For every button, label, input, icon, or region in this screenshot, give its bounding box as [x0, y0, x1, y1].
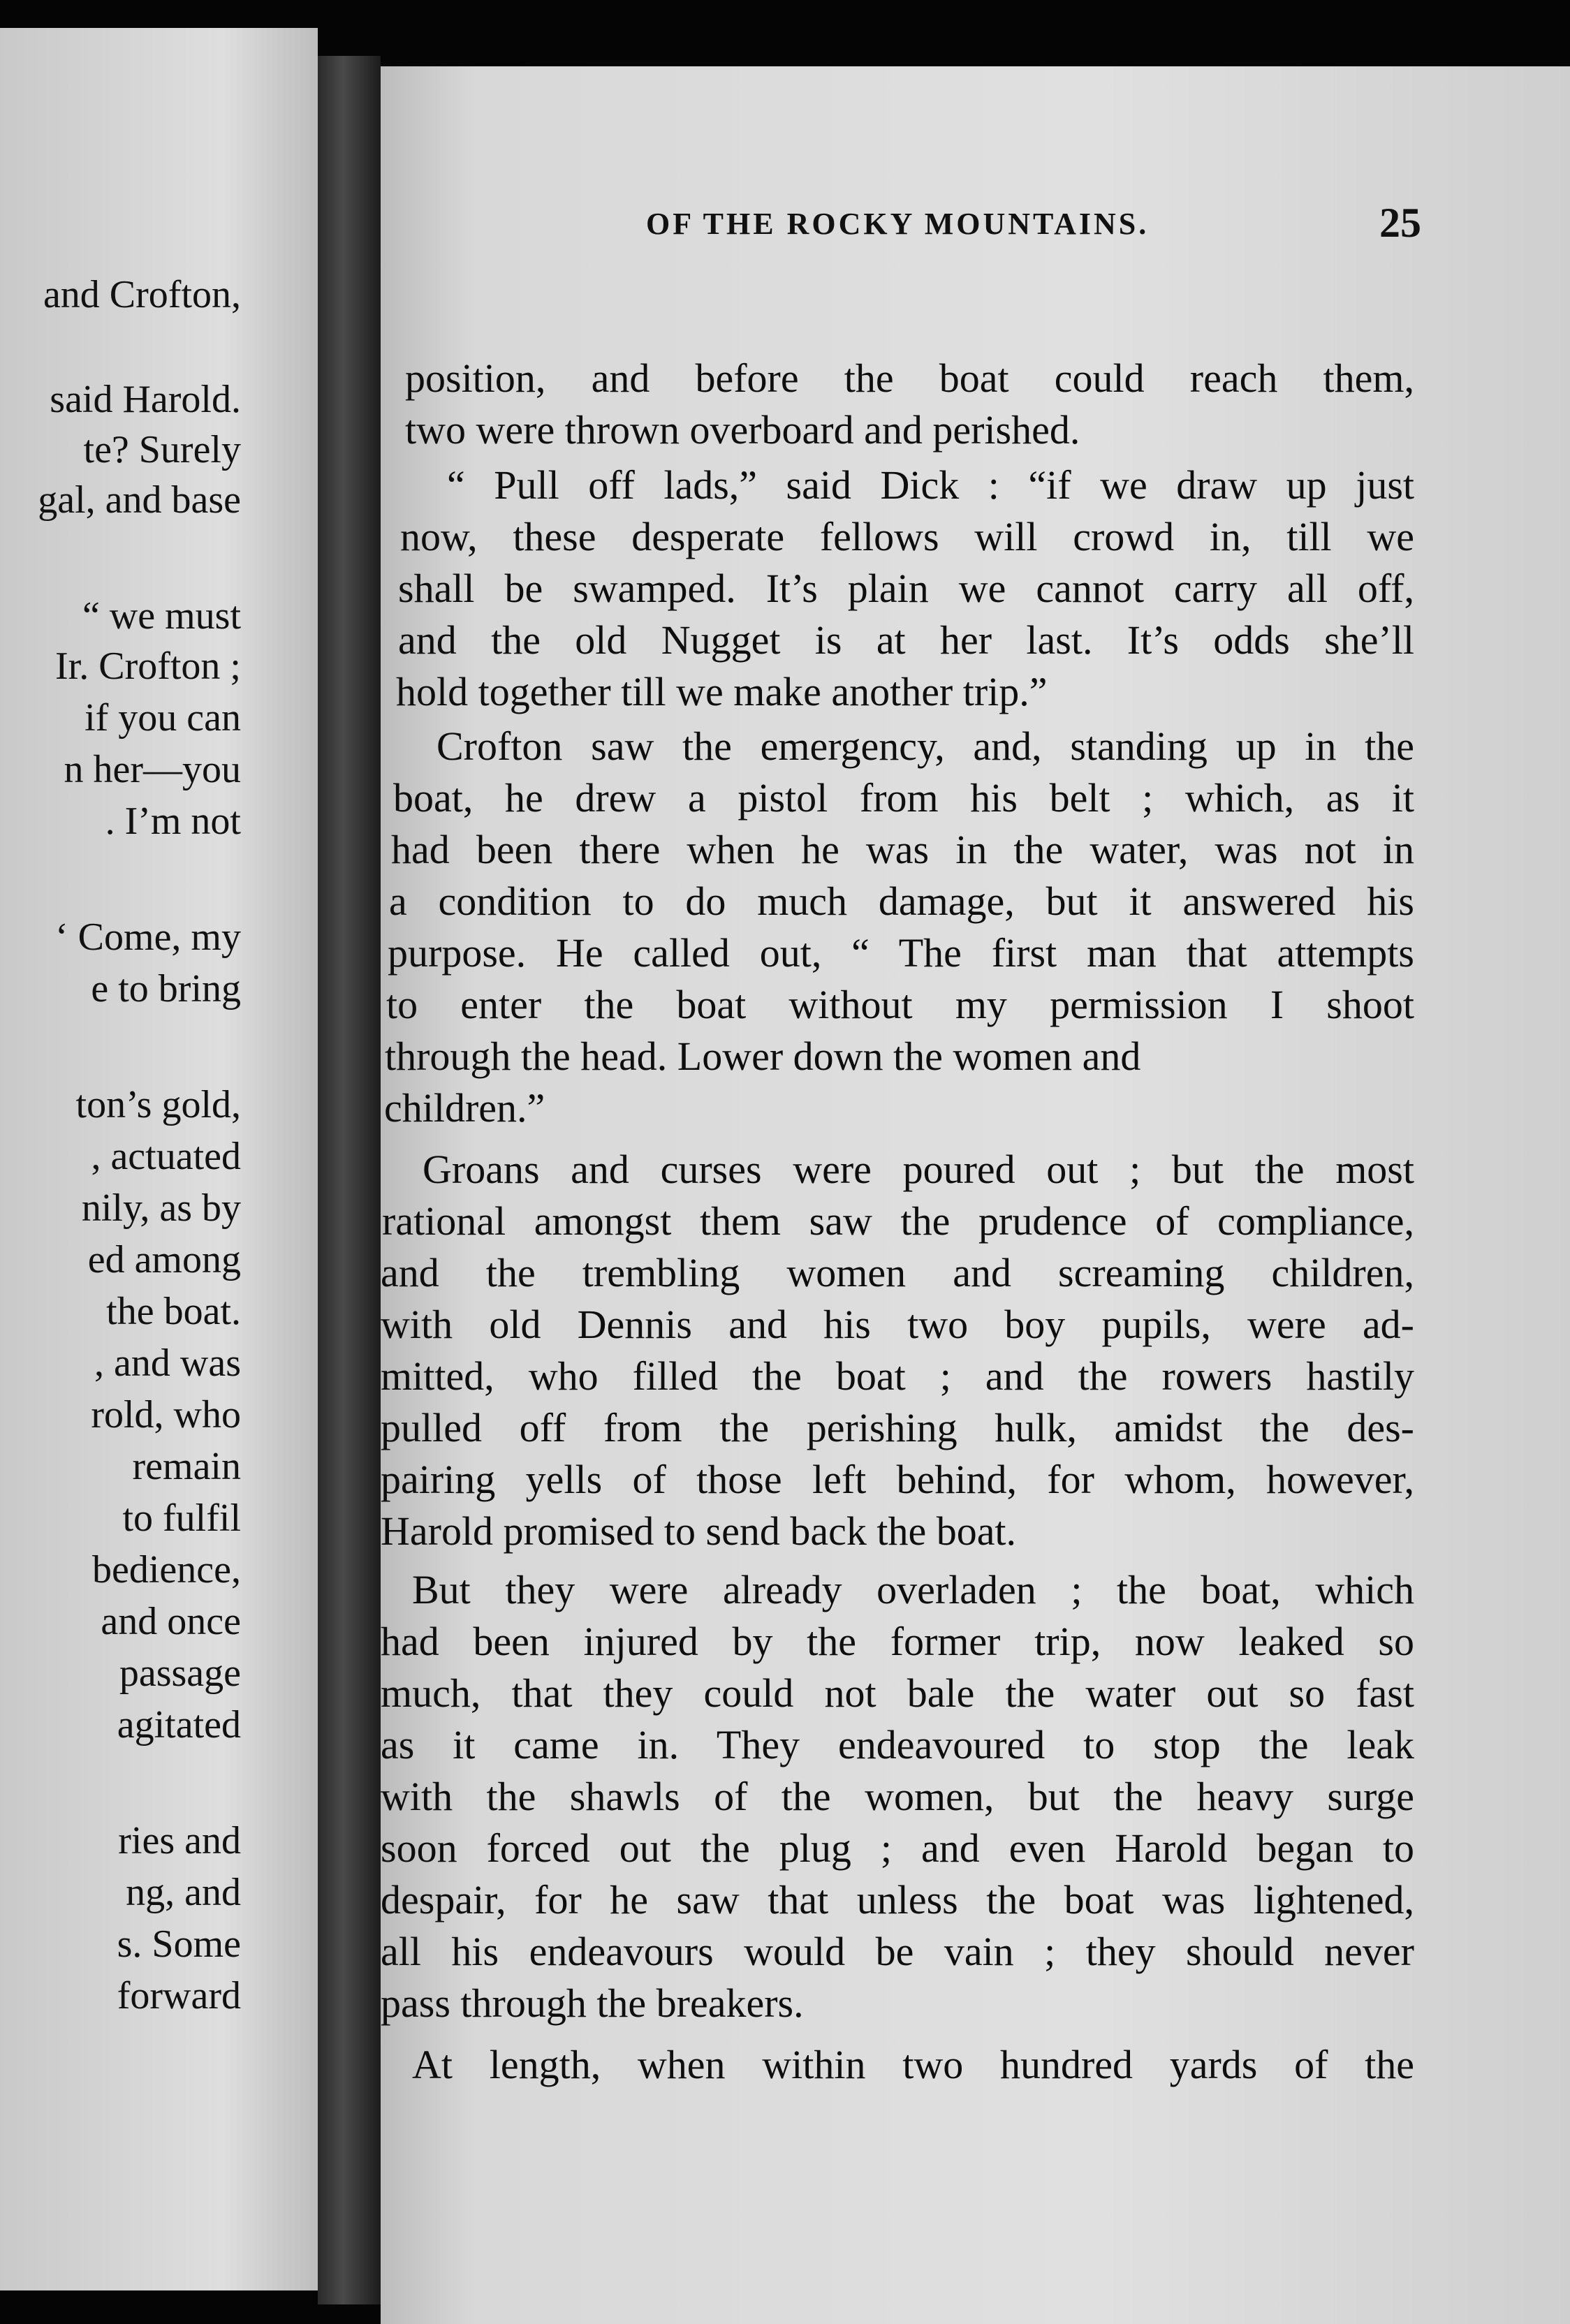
left-page-line: e to bring — [91, 967, 241, 1010]
left-page-line: and once — [101, 1600, 241, 1643]
page-number: 25 — [1379, 200, 1421, 246]
left-page-line: rold, who — [91, 1393, 241, 1436]
left-page-line: gal, and base — [38, 478, 241, 522]
left-page-line: Ir. Crofton ; — [55, 645, 241, 688]
text-line: to enter the boat without my permission I shoot — [386, 982, 1414, 1027]
left-page-line: passage — [119, 1652, 241, 1695]
text-line: much, that they could not bale the water out so fast — [381, 1670, 1414, 1716]
text-line: Crofton saw the emergency, and, standing up in the — [436, 723, 1414, 769]
text-line: had been injured by the former trip, now leaked so — [381, 1619, 1414, 1664]
text-line: children.” — [384, 1085, 545, 1131]
text-line: soon forced out the plug ; and even Harold began to — [381, 1825, 1414, 1871]
left-page-line: , and was — [94, 1341, 241, 1385]
left-page-line: ries and — [118, 1819, 241, 1862]
text-line: and the old Nugget is at her last. It’s odds she’ll — [398, 617, 1414, 663]
left-page-line: ng, and — [126, 1871, 241, 1914]
left-page-line: ‘ Come, my — [55, 915, 241, 959]
text-line: Groans and curses were poured out ; but the most — [423, 1147, 1414, 1192]
text-line: despair, for he saw that unless the boat was lightened, — [381, 1877, 1414, 1922]
left-page-line: to fulfil — [122, 1496, 241, 1540]
left-page-line: if you can — [85, 696, 241, 740]
text-line: boat, he drew a pistol from his belt ; which, as it — [393, 775, 1414, 821]
text-line: rational amongst them saw the prudence of compliance, — [382, 1198, 1414, 1244]
text-line: pass through the breakers. — [381, 1980, 804, 2026]
text-line: shall be swamped. It’s plain we cannot carry all off, — [398, 566, 1414, 611]
text-line: had been there when he was in the water, was not in — [391, 827, 1414, 872]
right-page — [381, 66, 1570, 2324]
book-gutter — [318, 56, 381, 2304]
left-page-line: te? Surely — [83, 428, 241, 471]
left-page-line: ed among — [87, 1238, 241, 1281]
left-page-line: ton’s gold, — [75, 1083, 241, 1126]
left-page-line: said Harold. — [50, 378, 241, 421]
left-page-line: , actuated — [91, 1135, 241, 1178]
text-line: with the shawls of the women, but the heavy surge — [381, 1774, 1414, 1819]
left-page-line: the boat. — [106, 1290, 241, 1333]
text-line: a condition to do much damage, but it answered his — [389, 878, 1414, 924]
left-page-line: remain — [132, 1445, 241, 1488]
text-line: now, these desperate fellows will crowd in, till we — [400, 514, 1414, 559]
left-page-line: s. Some — [117, 1922, 241, 1966]
text-line: But they were already overladen ; the boat, which — [412, 1567, 1414, 1612]
left-page-line: “ we must — [82, 594, 241, 638]
left-page-line: bedience, — [92, 1548, 241, 1591]
text-line: hold together till we make another trip.” — [396, 669, 1048, 714]
text-line: “ Pull off lads,” said Dick : “if we draw up just — [447, 462, 1414, 508]
text-line: with old Dennis and his two boy pupils, were ad- — [381, 1302, 1414, 1347]
text-line: At length, when within two hundred yards of the — [412, 2042, 1414, 2087]
page-header — [381, 200, 1570, 262]
text-line: purpose. He called out, “ The first man that attempts — [388, 930, 1414, 976]
text-line: as it came in. They endeavoured to stop the leak — [381, 1722, 1414, 1767]
text-line: Harold promised to send back the boat. — [381, 1508, 1017, 1554]
text-line: pulled off from the perishing hulk, amidst the des- — [381, 1405, 1414, 1450]
text-line: and the trembling women and screaming children, — [381, 1250, 1414, 1295]
left-page-line: agitated — [117, 1703, 241, 1746]
left-page — [0, 28, 318, 2290]
running-head: OF THE ROCKY MOUNTAINS. — [646, 207, 1150, 241]
left-page-line: n her—you — [64, 748, 241, 791]
text-line: pairing yells of those left behind, for whom, however, — [381, 1457, 1414, 1502]
left-page-line: . I’m not — [105, 800, 241, 843]
left-page-line: forward — [117, 1974, 241, 2017]
text-line: position, and before the boat could reach them, — [405, 355, 1414, 401]
text-line: two were thrown overboard and perished. — [405, 407, 1080, 453]
text-line: through the head. Lower down the women and — [385, 1034, 1141, 1079]
text-line: mitted, who filled the boat ; and the rowers hastily — [381, 1353, 1414, 1399]
left-page-line: and Crofton, — [43, 273, 241, 316]
left-page-line: nily, as by — [81, 1186, 241, 1230]
text-line: all his endeavours would be vain ; they should never — [381, 1929, 1414, 1974]
